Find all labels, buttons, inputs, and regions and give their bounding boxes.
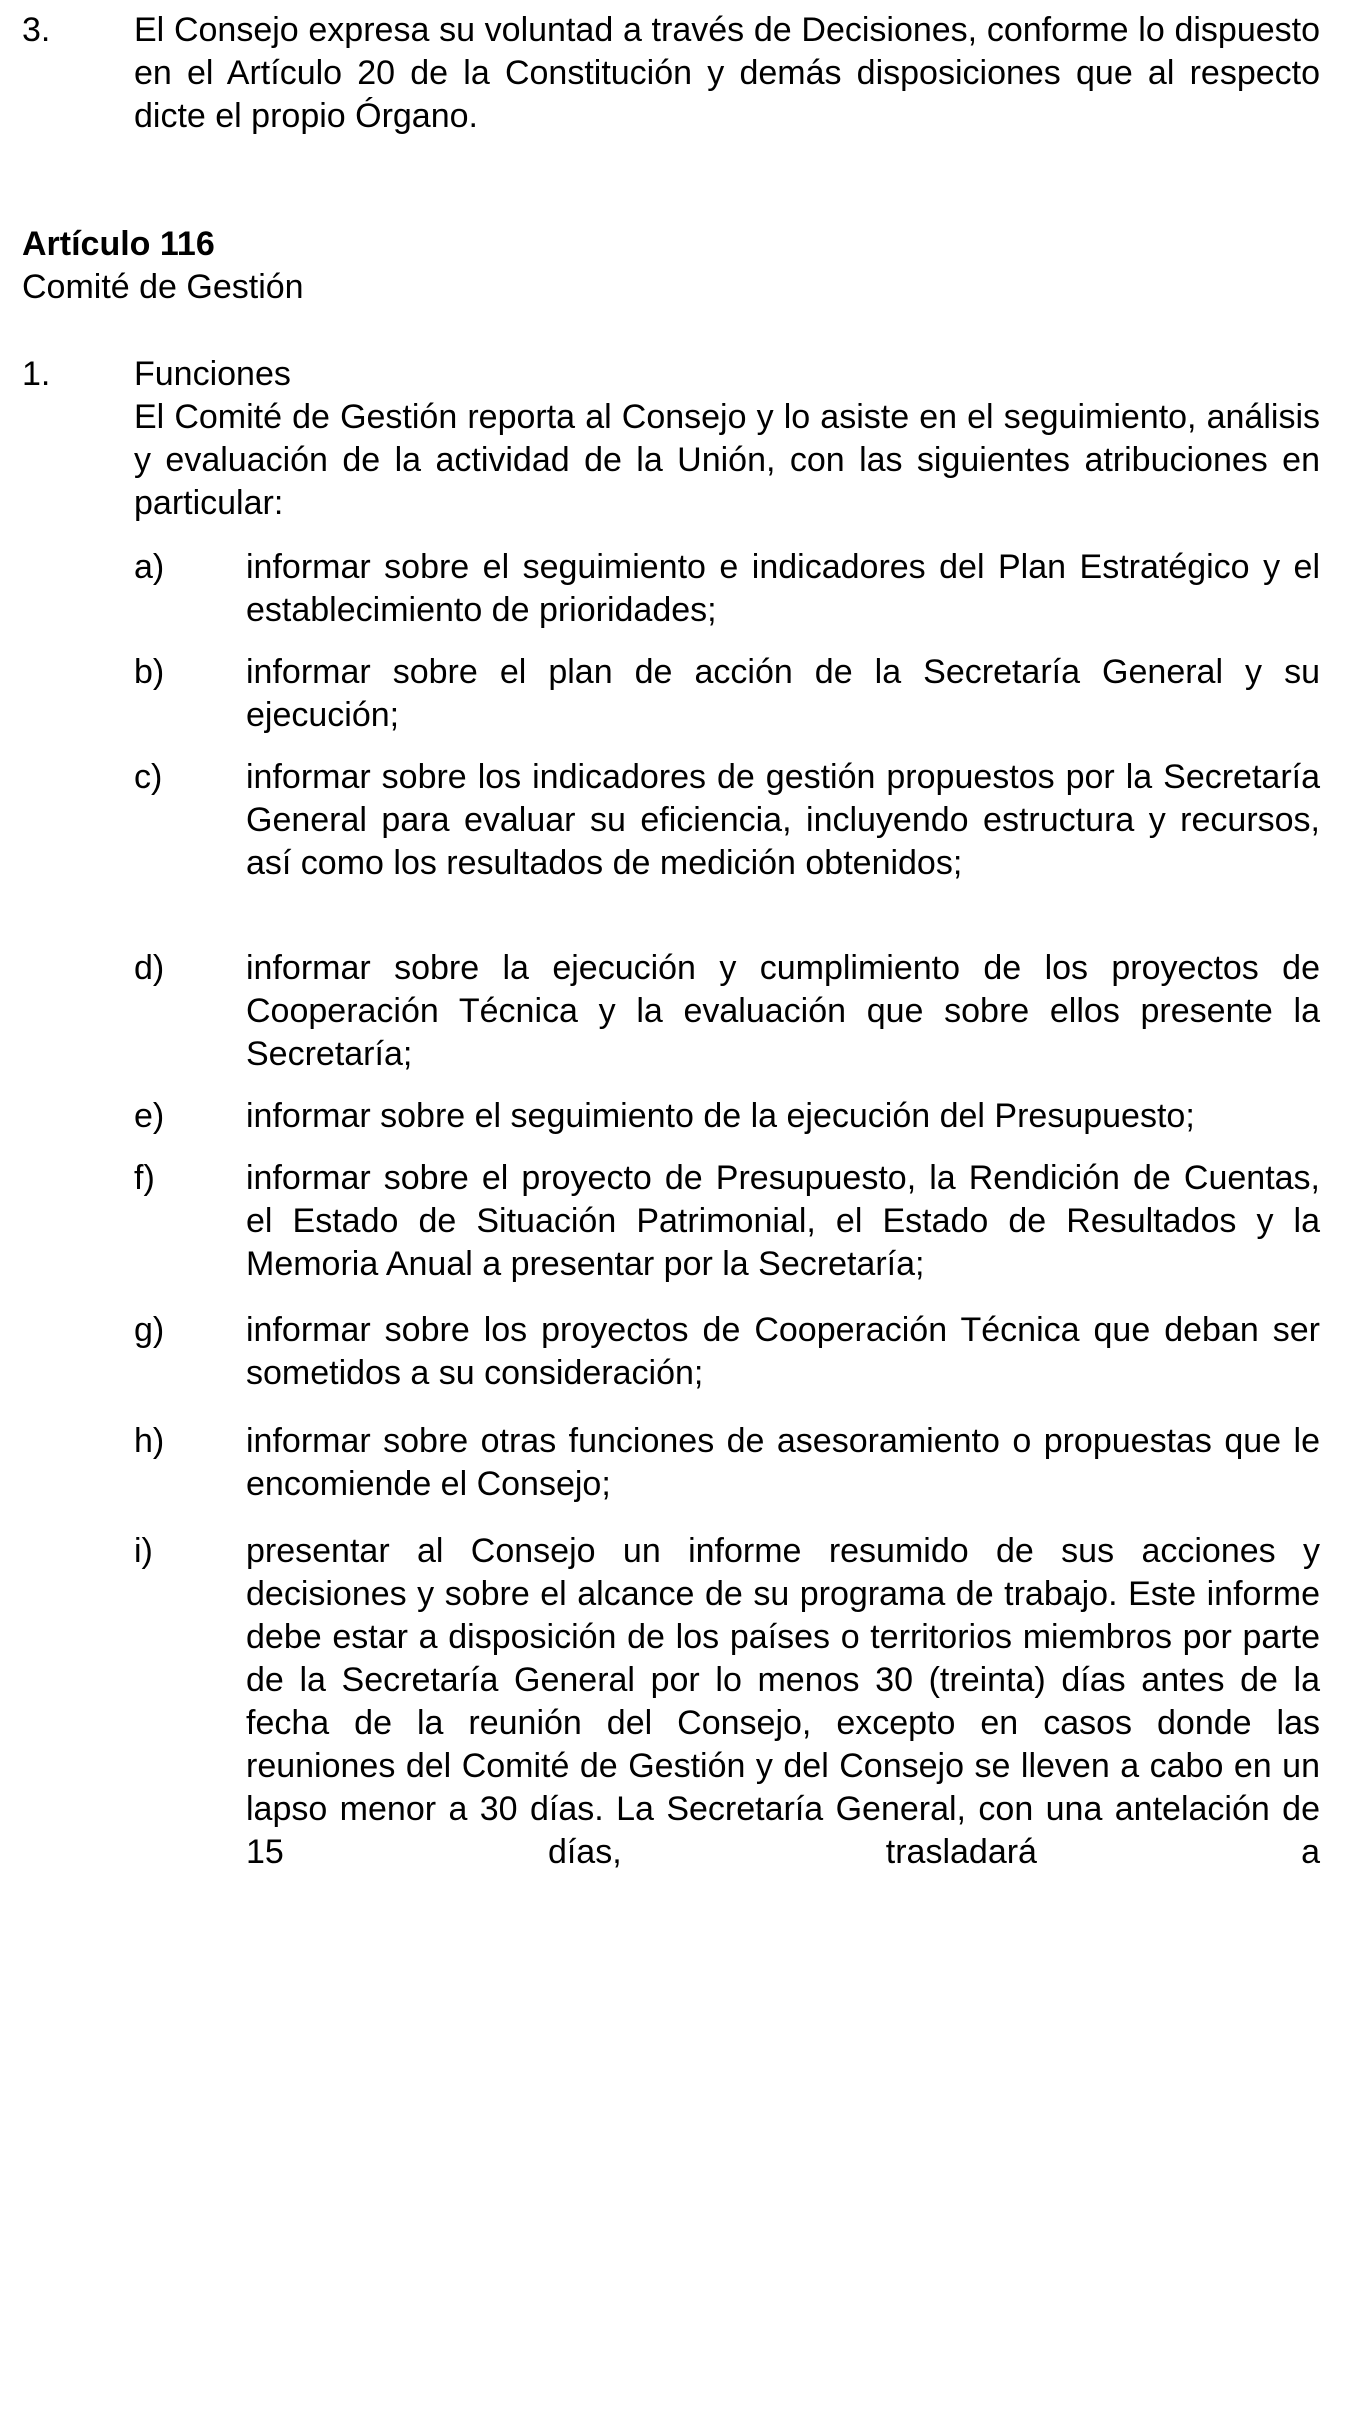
list-item-text: informar sobre los proyectos de Cooperación Técnica que deban ser sometidos a su consideración; <box>246 1311 1320 1392</box>
list-item-text: presentar al Consejo un informe resumido de sus acciones y decisiones y sobre el alcance de su programa de trabajo. Este informe debe estar a disposición de los países o territorios miembros por parte de la Secretaría General por lo menos 30 (treinta) días antes de la fecha de la reunión del Consejo, excepto en casos donde las reuniones del Comité de Gestión y del Consejo se lleven a cabo en un lapso menor a 30 días. La Secretaría General, con una antelación de 15 días, trasladará a <box>246 1532 1320 1871</box>
section-heading: Funciones <box>134 355 291 393</box>
list-item-text: informar sobre los indicadores de gestión propuestos por la Secretaría General para evaluar su eficiencia, incluyendo estructura y recursos, así como los resultados de medición obtenidos; <box>246 758 1320 882</box>
list-item-letter: e) <box>134 1097 165 1135</box>
list-item-letter: b) <box>134 653 165 691</box>
list-item-letter: a) <box>134 548 165 586</box>
list-item-letter: h) <box>134 1422 165 1460</box>
section-number: 3. <box>22 11 51 49</box>
article-title: Artículo 116 <box>22 225 215 263</box>
list-item-text: informar sobre la ejecución y cumplimiento de los proyectos de Cooperación Técnica y la evaluación que sobre ellos presente la Secretaría; <box>246 949 1320 1073</box>
list-item-text: informar sobre el seguimiento e indicadores del Plan Estratégico y el establecimiento de prioridades; <box>246 548 1320 629</box>
section-intro: El Comité de Gestión reporta al Consejo y lo asiste en el seguimiento, análisis y evaluación de la actividad de la Unión, con las siguientes atribuciones en particular: <box>134 398 1320 522</box>
list-item-letter: d) <box>134 949 165 987</box>
section-number: 1. <box>22 355 51 393</box>
list-item-letter: c) <box>134 758 163 796</box>
list-item-text: informar sobre el plan de acción de la Secretaría General y su ejecución; <box>246 653 1320 734</box>
list-item-text: informar sobre otras funciones de asesoramiento o propuestas que le encomiende el Consejo; <box>246 1422 1320 1503</box>
list-item-text: informar sobre el proyecto de Presupuesto, la Rendición de Cuentas, el Estado de Situación Patrimonial, el Estado de Resultados y la Memoria Anual a presentar por la Secretaría; <box>246 1159 1320 1283</box>
list-item-letter: g) <box>134 1311 165 1349</box>
list-item-letter: i) <box>134 1532 153 1570</box>
list-item-letter: f) <box>134 1159 155 1197</box>
article-subtitle: Comité de Gestión <box>22 268 304 306</box>
list-item-text: informar sobre el seguimiento de la ejecución del Presupuesto; <box>246 1097 1195 1135</box>
section-text: El Consejo expresa su voluntad a través de Decisiones, conforme lo dispuesto en el Artículo 20 de la Constitución y demás disposiciones que al respecto dicte el propio Órgano. <box>134 11 1320 135</box>
